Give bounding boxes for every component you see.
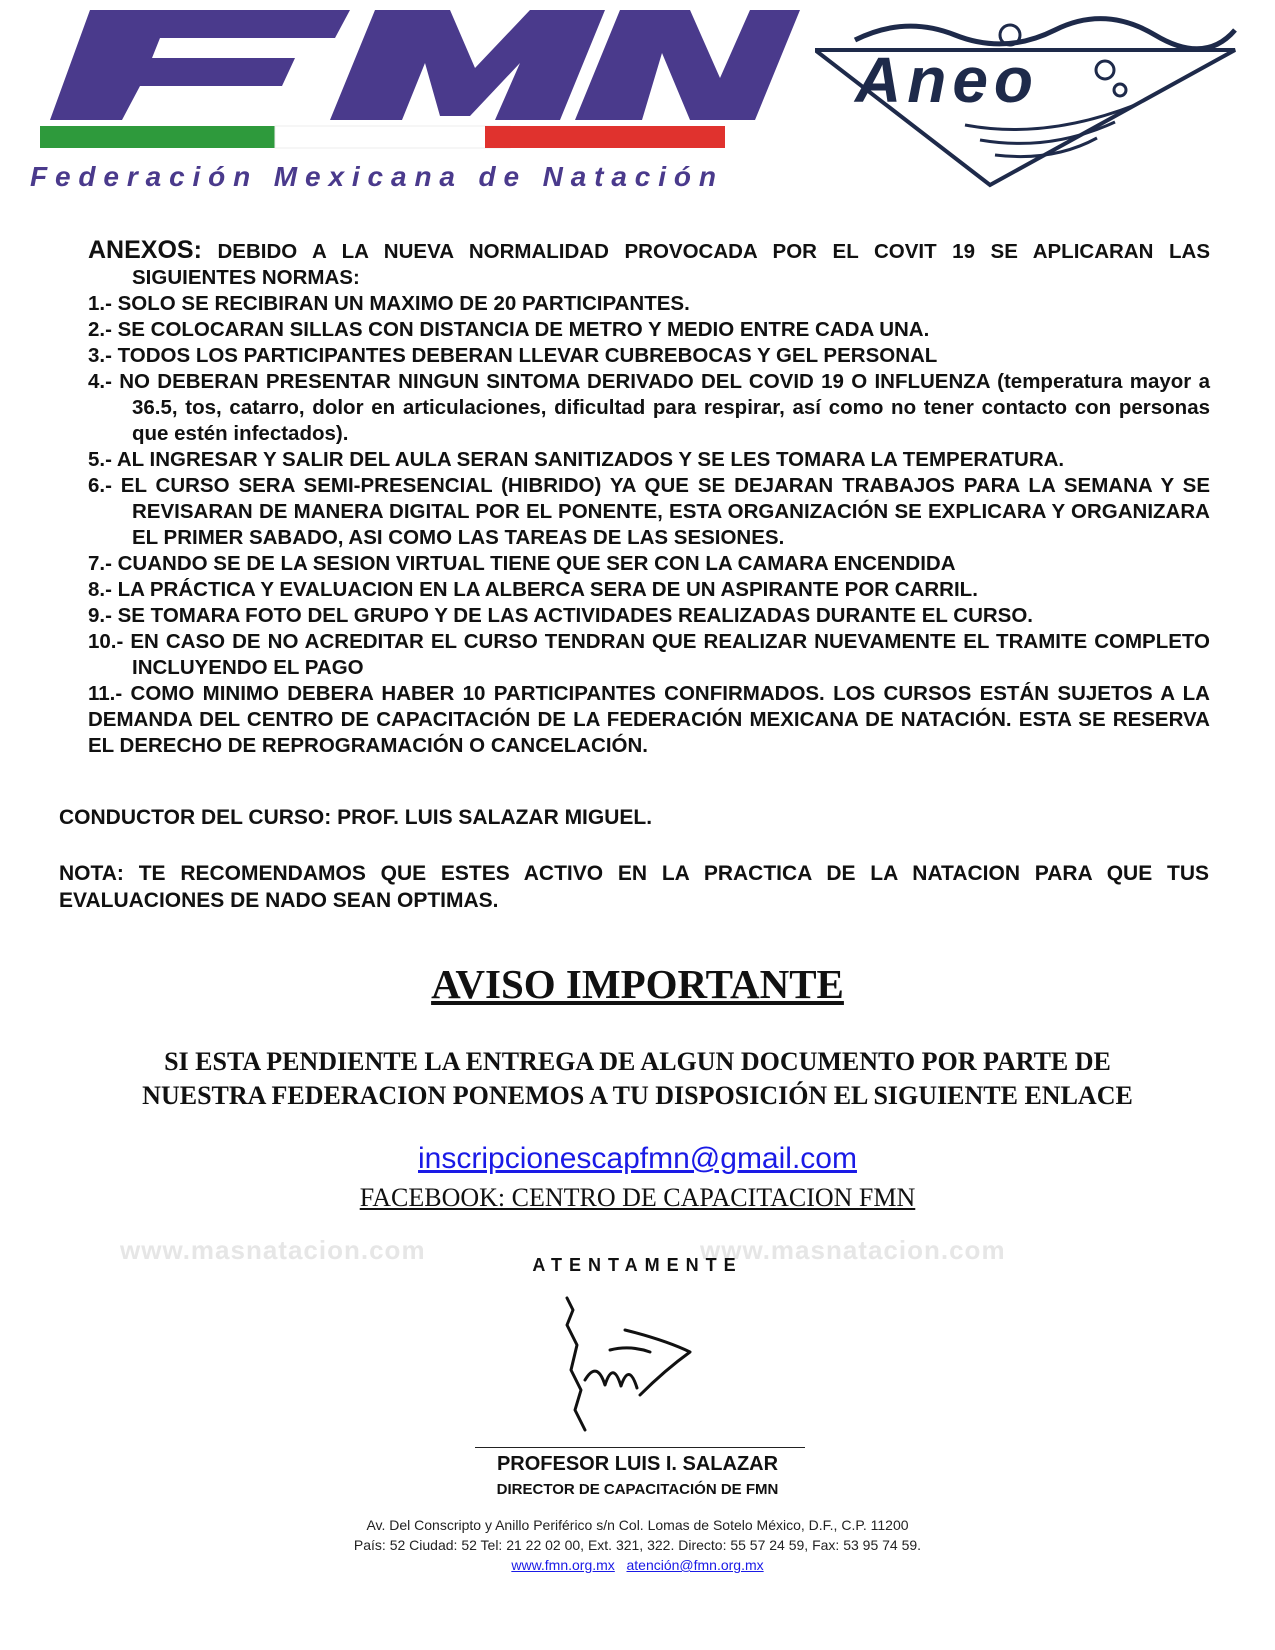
aneo-logo	[815, 10, 1255, 190]
annex-item-1: 1.- SOLO SE RECIBIRAN UN MAXIMO DE 20 PARTICIPANTES.	[88, 292, 690, 315]
footer-address: Av. Del Conscripto y Anillo Periférico s/n Col. Lomas de Sotelo México, D.F., C.P. 11200	[366, 1517, 909, 1533]
footer-phones: País: 52 Ciudad: 52 Tel: 21 22 02 00, Ext. 321, 322. Directo: 55 57 24 59, Fax: 53 95 74 59.	[353, 1537, 922, 1553]
notice-line-1: SI ESTA PENDIENTE LA ENTREGA DE ALGUN DOCUMENTO POR PARTE DE	[164, 1047, 1111, 1076]
signature-image	[555, 1290, 705, 1440]
annex-item-11: 11.- COMO MINIMO DEBERA HABER 10 PARTICIPANTES CONFIRMADOS. LOS CURSOS ESTÁN SUJETOS A LA DEMANDA DEL CENTRO DE CAPACITACIÓN DE LA FEDERACIÓN MEXICANA DE NATACIÓN. ESTA SE RESERVA EL DERECHO DE REPROGRAMACIÓN O CANCELACIÓN.	[88, 682, 1210, 757]
aneo-logo-text: Aneo	[855, 44, 1039, 116]
notice-line-2: NUESTRA FEDERACION PONEMOS A TU DISPOSICIÓN EL SIGUIENTE ENLACE	[142, 1081, 1133, 1110]
note-text: NOTA: TE RECOMENDAMOS QUE ESTES ACTIVO EN LA PRACTICA DE LA NATACION PARA QUE TUS EVALUACIONES DE NADO SEAN OPTIMAS.	[59, 862, 1209, 912]
watermark-left: www.masnatacion.com	[120, 1235, 426, 1265]
annex-item-2: 2.- SE COLOCARAN SILLAS CON DISTANCIA DE METRO Y MEDIO ENTRE CADA UNA.	[88, 318, 930, 341]
notice-text	[0, 1045, 1275, 1113]
website-link[interactable]: www.fmn.org.mx	[511, 1557, 615, 1573]
facebook-link[interactable]: FACEBOOK: CENTRO DE CAPACITACION FMN	[359, 1183, 916, 1212]
annex-item-3: 3.- TODOS LOS PARTICIPANTES DEBERAN LLEVAR CUBREBOCAS Y GEL PERSONAL	[88, 344, 938, 367]
annex-item-7: 7.- CUANDO SE DE LA SESION VIRTUAL TIENE QUE SER CON LA CAMARA ENCENDIDA	[88, 552, 956, 575]
signer-name: PROFESOR LUIS I. SALAZAR	[496, 1453, 779, 1475]
annex-item-9: 9.- SE TOMARA FOTO DEL GRUPO Y DE LAS ACTIVIDADES REALIZADAS DURANTE EL CURSO.	[88, 604, 1033, 627]
fmn-logo	[30, 8, 800, 198]
annex-item-8: 8.- LA PRÁCTICA Y EVALUACION EN LA ALBERCA SERA DE UN ASPIRANTE POR CARRIL.	[88, 578, 978, 601]
annex-intro-text: DEBIDO A LA NUEVA NORMALIDAD PROVOCADA POR EL COVIT 19 SE APLICARAN LAS SIGUIENTES NORMAS:	[132, 240, 1210, 289]
signer-role: DIRECTOR DE CAPACITACIÓN DE FMN	[496, 1481, 779, 1498]
annex-title: ANEXOS:	[88, 236, 202, 264]
annex-item-10: 10.- EN CASO DE NO ACREDITAR EL CURSO TENDRAN QUE REALIZAR NUEVAMENTE EL TRAMITE COMPLETO INCLUYENDO EL PAGO	[88, 630, 1210, 679]
annex-section	[88, 237, 1210, 759]
annex-item-6: 6.- EL CURSO SERA SEMI-PRESENCIAL (HIBRIDO) YA QUE SE DEJARAN TRABAJOS PARA LA SEMANA Y SE REVISARAN DE MANERA DIGITAL POR EL PONENTE, ESTA ORGANIZACIÓN SE EXPLICARA Y ORGANIZARA EL PRIMER SABADO, ASI COMO LAS TAREAS DE LAS SESIONES.	[88, 474, 1210, 549]
fmn-logo-subtitle: Federación Mexicana de Natación	[30, 161, 720, 192]
course-conductor: CONDUCTOR DEL CURSO: PROF. LUIS SALAZAR MIGUEL.	[59, 806, 653, 829]
footer-links	[0, 1557, 1275, 1573]
notice-title: AVISO IMPORTANTE	[431, 961, 844, 1007]
signature-line	[475, 1447, 805, 1448]
annex-intro	[88, 237, 1210, 291]
sign-off-greeting: ATENTAMENTE	[532, 1255, 743, 1275]
email-link[interactable]: inscripcionescapfmn@gmail.com	[418, 1142, 857, 1175]
footer-email-link[interactable]: atención@fmn.org.mx	[626, 1557, 764, 1573]
watermark-right: www.masnatacion.com	[700, 1235, 1006, 1265]
annex-item-5: 5.- AL INGRESAR Y SALIR DEL AULA SERAN SANITIZADOS Y SE LES TOMARA LA TEMPERATURA.	[88, 448, 1065, 471]
annex-item-4: 4.- NO DEBERAN PRESENTAR NINGUN SINTOMA DERIVADO DEL COVID 19 O INFLUENZA (temperatura mayor a 36.5, tos, catarro, dolor en articulaciones, dificultad para respirar, así como no tener contacto con personas que estén infectados).	[88, 370, 1210, 445]
